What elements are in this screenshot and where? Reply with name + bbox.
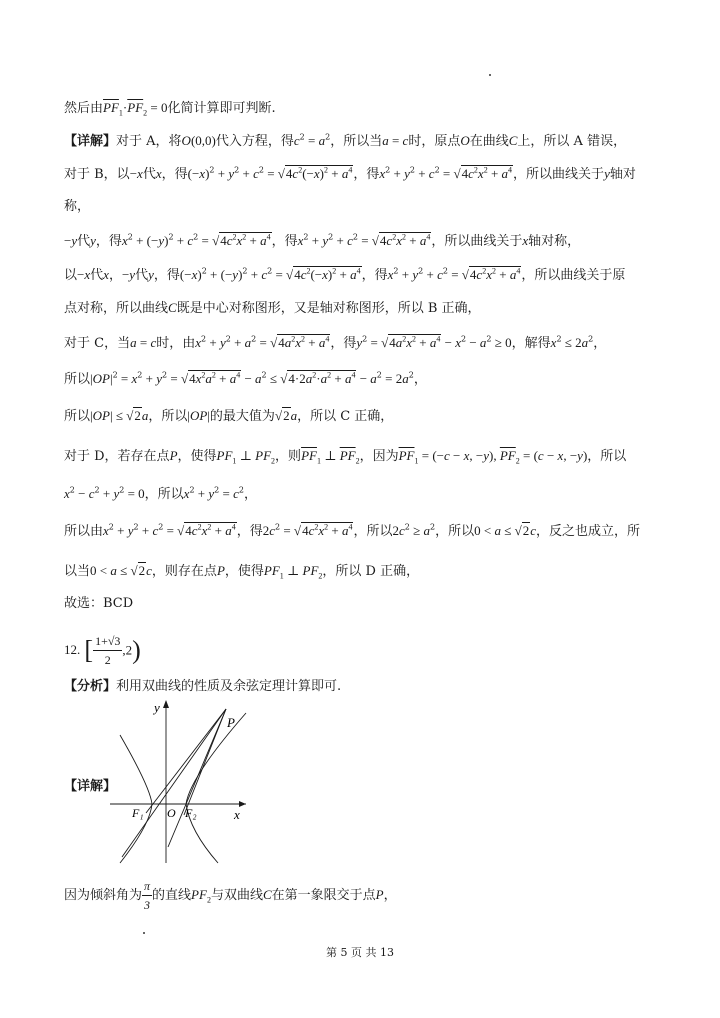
answer-fraction: $\frac{1+√3}{2}$ [95, 634, 121, 667]
question-number: 12. [64, 642, 81, 657]
scan-dot [143, 932, 145, 934]
text-line-18: 【详解】 [64, 779, 117, 794]
text-line-14: 以当0 < a ≤ √2c，则存在点P，使得$PF_1$ ⊥ $PF_2$，所以 D 正确， [64, 563, 420, 581]
answer-12: 12. [ $\frac{1+√3}{2}$ ,2) [64, 634, 141, 667]
point-label-f2: F₂ [185, 806, 197, 820]
text-line-4: 称， [64, 199, 91, 214]
scan-dot [489, 74, 491, 76]
text-line-2: 【详解】对于 A，将O(0,0)代入方程，得$c^2 = a^2$，所以当a = c时，原点O在曲线C上，所以 A 错误， [64, 132, 627, 149]
text-line-7: 点对称，所以曲线C既是中心对称图形，又是轴对称图形，所以 B 正确， [64, 300, 481, 316]
text-line-9: 所以$|OP|^2 = x^2 + y^2 = √4x^2a^2 + a^4 - a^2 \le √4\cdot 2a^2\cdot a^2 + a^4 - a^2 = 2a^2$， [64, 370, 427, 387]
text-line-1: 然后由$\overline{PF}_1\cdot\overline{PF}_2 = 0$化简计算即可判断. [64, 100, 276, 118]
point-label-o: O [167, 806, 176, 820]
text-line-15: 故选：BCD [64, 596, 134, 611]
text-line-17: 【分析】利用双曲线的性质及余弦定理计算即可. [64, 679, 342, 694]
text-line-8: 对于 C，当a = c时，由$x^2 + y^2 + a^2 = √4a^2x^2 + a^4$，得$y^2 = √4a^2x^2 + a^4 - x^2 - a^2 \ge 0$，解得$x^2 \le 2a^2$， [64, 334, 607, 351]
text-line-13: 所以由$x^2 + y^2 + c^2 = √4c^2x^2 + a^4$，得$2c^2 = √4c^2x^2 + a^4$，所以$2c^2 \ge a^2$，所以0 < a ≤ √2c，反之也成立，所 [64, 522, 641, 539]
text-line-12: $x^2 - c^2 + y^2 = 0$，所以$x^2 + y^2 = c^2$， [64, 485, 257, 502]
text-line-11: 对于 D，若存在点P，使得$PF_1$ ⊥ $PF_2$，则$\overline{PF}_1$ ⊥ $\overline{PF}_2$，因为$\overline{PF}_1 = (-c - x$, −y), $\overline{PF}_2 = (c - x$, −y)，所以 [64, 448, 627, 466]
text-line-6: 以−x代x，−y代y，得$(-x)^2 + (-y)^2 + c^2 = √4c^2(-x)^2 + a^4$，得$x^2 + y^2 + c^2 = √4c^2x^2 + a^4$，所以曲线关于原 [64, 266, 626, 283]
hyperbola-figure [110, 697, 248, 865]
text-line-10: 所以|OP| ≤ √2a，所以|OP|的最大值为√2a，所以 C 正确， [64, 408, 394, 424]
text-line-3: 对于 B，以−x代x，得$(-x)^2 + y^2 + c^2 = √4c^2(-x)^2 + a^4$，得$x^2 + y^2 + c^2 = √4c^2x^2 + a^4$，所以曲线关于y轴对 [64, 165, 636, 182]
point-label-f1: F₁ [132, 806, 144, 820]
text-line-5: −y代y，得$x^2 + (-y)^2 + c^2 = √4c^2x^2 + a^4$，得$x^2 + y^2 + c^2 = √4c^2x^2 + a^4$，所以曲线关于x轴对称， [64, 232, 581, 249]
point-label-p: P [227, 715, 235, 730]
text-line-19: 因为倾斜角为 $\frac{\pi}{3}$ 的直线$PF_2$与双曲线C在第一象限交于点P， [64, 879, 397, 912]
axis-label-x: x [234, 807, 240, 822]
page-footer: 第 5 页 共 13 [326, 946, 394, 959]
axis-label-y: y [154, 700, 160, 715]
